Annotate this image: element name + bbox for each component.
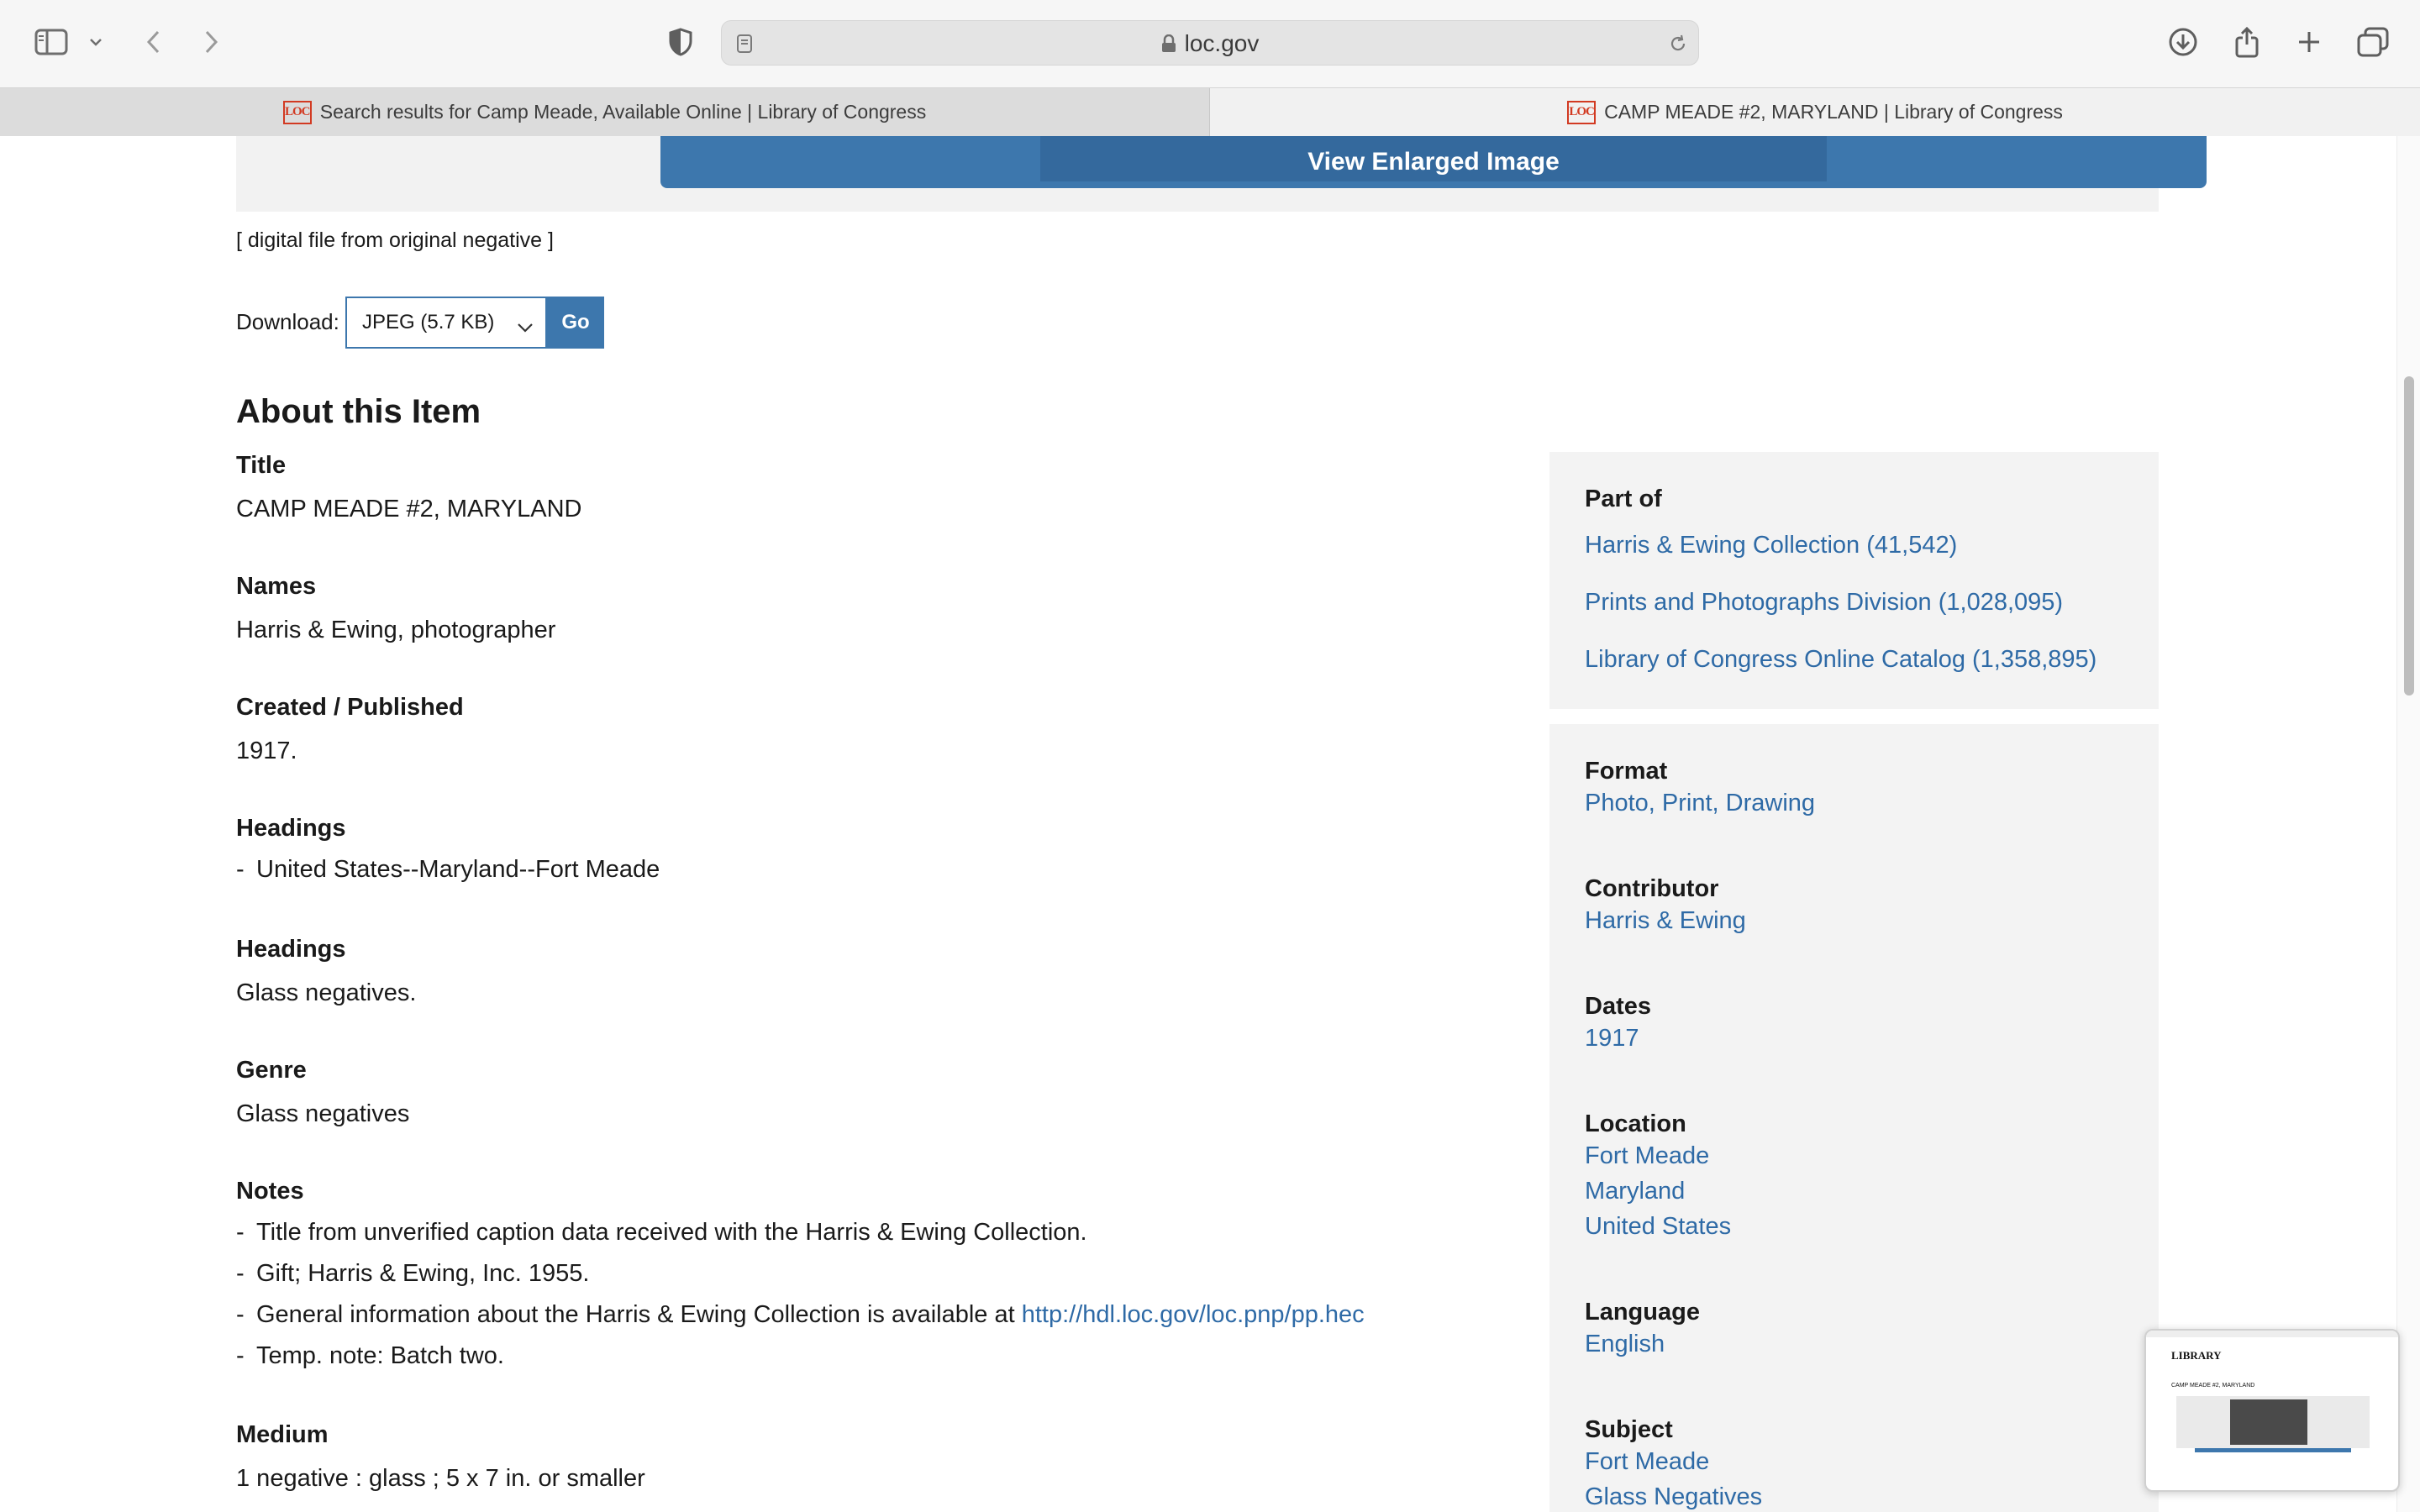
tab-search-results[interactable] <box>0 88 1210 136</box>
contributor-link[interactable]: Harris & Ewing <box>1585 907 1746 934</box>
lock-icon <box>1161 23 1176 68</box>
dates-label: Dates <box>1585 993 1651 1020</box>
tab-bar <box>0 87 2420 136</box>
medium-label: Medium <box>236 1421 329 1448</box>
url-text: loc.gov <box>1184 30 1260 56</box>
location-link[interactable]: United States <box>1585 1213 1732 1240</box>
scrollbar-thumb[interactable] <box>2404 376 2414 696</box>
list-item: - Title from unverified caption data received with the Harris & Ewing Collection. <box>236 1219 1087 1246</box>
preview-photo <box>2230 1399 2307 1445</box>
about-heading: About this Item <box>236 393 481 430</box>
created-label: Created / Published <box>236 694 464 721</box>
title-field <box>236 452 1497 523</box>
format-link[interactable]: Photo, Print, Drawing <box>1585 790 1816 816</box>
list-item: - Gift; Harris & Ewing, Inc. 1955. <box>236 1260 590 1287</box>
digital-file-note: [ digital file from original negative ] <box>236 228 554 252</box>
loc-favicon-icon: LOC <box>1567 101 1596 124</box>
privacy-shield-icon[interactable] <box>664 25 697 59</box>
subject-label: Subject <box>1585 1416 1673 1443</box>
forward-icon[interactable] <box>198 25 225 59</box>
notes-field <box>236 1178 1497 1377</box>
tab-camp-meade[interactable] <box>1210 88 2420 136</box>
page-content <box>0 136 2420 1512</box>
download-format-value: JPEG (5.7 KB) <box>362 311 495 333</box>
medium-value: 1 negative : glass ; 5 x 7 in. or smaller <box>236 1465 645 1492</box>
new-tab-icon[interactable] <box>2292 25 2326 59</box>
contributor-group <box>1585 875 1746 938</box>
location-link[interactable]: Maryland <box>1585 1178 1686 1205</box>
genre-value: Glass negatives <box>236 1100 410 1127</box>
download-format-select[interactable] <box>345 297 547 349</box>
download-label: Download: <box>236 309 339 334</box>
facets-box <box>1549 724 2159 1512</box>
location-group <box>1585 1110 1731 1244</box>
page-scrollbar[interactable] <box>2396 136 2420 1512</box>
language-link[interactable]: English <box>1585 1331 1665 1357</box>
browser-toolbar <box>0 0 2420 87</box>
headings-label: Headings <box>236 936 346 963</box>
chevron-down-icon[interactable] <box>84 30 108 54</box>
medium-field <box>236 1421 1497 1493</box>
subject-group <box>1585 1416 1762 1512</box>
address-bar[interactable] <box>721 20 1699 66</box>
created-value: 1917. <box>236 738 297 764</box>
format-group <box>1585 758 1815 821</box>
subject-link[interactable]: Fort Meade <box>1585 1448 1710 1475</box>
image-panel <box>236 136 2159 212</box>
preview-logo: LIBRARY <box>2171 1349 2222 1362</box>
back-icon[interactable] <box>139 25 166 59</box>
part-of-link[interactable]: Prints and Photographs Division (1,028,095) <box>1585 589 2064 616</box>
names-value: Harris & Ewing, photographer <box>236 617 556 643</box>
headings-field-2 <box>236 936 1497 1007</box>
note-text: General information about the Harris & Ewing Collection is available at <box>256 1301 1022 1328</box>
screenshot-preview-thumbnail[interactable] <box>2144 1329 2400 1492</box>
title-label: Title <box>236 452 287 479</box>
chevron-down-icon <box>517 315 534 339</box>
language-group <box>1585 1299 1700 1362</box>
preview-title: CAMP MEADE #2, MARYLAND <box>2171 1383 2255 1389</box>
subject-link[interactable]: Glass Negatives <box>1585 1483 1763 1510</box>
part-of-link[interactable]: Library of Congress Online Catalog (1,358,895) <box>1585 646 2097 673</box>
format-label: Format <box>1585 758 1668 785</box>
heading-item: United States--Maryland--Fort Meade <box>256 856 660 883</box>
note-text: Title from unverified caption data received with the Harris & Ewing Collection. <box>256 1219 1087 1246</box>
genre-field <box>236 1057 1497 1128</box>
part-of-label: Part of <box>1585 486 1662 512</box>
created-field <box>236 694 1497 765</box>
share-icon[interactable] <box>2230 24 2264 60</box>
view-enlarged-image-label: View Enlarged Image <box>1307 148 1560 176</box>
notes-list <box>236 1212 1497 1377</box>
loc-favicon-icon: LOC <box>283 101 312 124</box>
dates-link[interactable]: 1917 <box>1585 1025 1639 1052</box>
title-value: CAMP MEADE #2, MARYLAND <box>236 496 582 522</box>
location-label: Location <box>1585 1110 1686 1137</box>
part-of-box <box>1549 452 2159 709</box>
view-enlarged-image-button[interactable] <box>660 136 2207 188</box>
names-label: Names <box>236 573 317 600</box>
sidebar-toggle-icon[interactable] <box>32 25 71 59</box>
genre-label: Genre <box>236 1057 307 1084</box>
headings-list <box>236 849 1497 890</box>
language-label: Language <box>1585 1299 1700 1326</box>
location-link[interactable]: Fort Meade <box>1585 1142 1710 1169</box>
url-display <box>722 21 1698 66</box>
headings-label: Headings <box>236 815 346 842</box>
note-text: Temp. note: Batch two. <box>256 1342 504 1369</box>
download-go-button[interactable]: Go <box>547 297 604 349</box>
notes-label: Notes <box>236 1178 304 1205</box>
tab-title: CAMP MEADE #2, MARYLAND | Library of Congress <box>1604 101 2063 123</box>
preview-enlarge-bar <box>2195 1448 2351 1452</box>
downloads-icon[interactable] <box>2166 25 2200 59</box>
part-of-link[interactable]: Harris & Ewing Collection (41,542) <box>1585 532 1958 559</box>
list-item: - General information about the Harris & Ewing Collection is available at http://hdl.loc.gov/loc.pnp/pp.hec <box>236 1301 1365 1328</box>
names-field <box>236 573 1497 644</box>
dates-group <box>1585 993 1651 1056</box>
reload-icon[interactable] <box>1666 32 1690 55</box>
headings-field <box>236 815 1497 890</box>
list-item: - United States--Maryland--Fort Meade <box>236 856 660 883</box>
note-text: Gift; Harris & Ewing, Inc. 1955. <box>256 1260 590 1287</box>
contributor-label: Contributor <box>1585 875 1719 902</box>
list-item: - Temp. note: Batch two. <box>236 1342 504 1369</box>
headings-value: Glass negatives. <box>236 979 417 1006</box>
hec-collection-link[interactable]: http://hdl.loc.gov/loc.pnp/pp.hec <box>1021 1301 1365 1328</box>
tab-title: Search results for Camp Meade, Available Online | Library of Congress <box>319 101 927 123</box>
preview-header <box>2146 1331 2398 1337</box>
tab-overview-icon[interactable] <box>2354 25 2391 59</box>
